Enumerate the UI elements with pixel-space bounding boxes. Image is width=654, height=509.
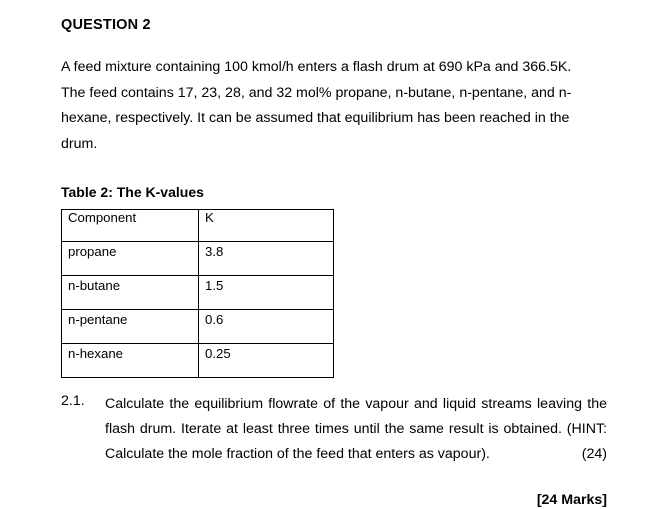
table-header-row bbox=[62, 210, 334, 242]
table-row bbox=[62, 276, 334, 310]
table-row bbox=[62, 310, 334, 344]
table-row bbox=[62, 344, 334, 378]
k-value-cell: 0.25 bbox=[199, 344, 334, 378]
subquestion-last-line bbox=[105, 443, 607, 468]
component-cell: n-butane bbox=[62, 276, 199, 310]
question-intro bbox=[61, 56, 601, 158]
subquestion-line: flash drum. Iterate at least three times until the same result is obtained. (HINT: bbox=[105, 421, 607, 437]
component-cell: propane bbox=[62, 242, 199, 276]
k-values-table bbox=[61, 209, 334, 378]
subquestion-marks: (24) bbox=[581, 446, 607, 462]
header-k: K bbox=[199, 210, 334, 242]
intro-line: A feed mixture containing 100 kmol/h enters a flash drum at 690 kPa and 366.5K. bbox=[61, 59, 572, 75]
k-value-cell: 1.5 bbox=[199, 276, 334, 310]
subquestion-line: Calculate the mole fraction of the feed that enters as vapour). bbox=[105, 446, 490, 462]
intro-line: drum. bbox=[61, 135, 98, 152]
table-caption: Table 2: The K-values bbox=[61, 184, 204, 200]
intro-line: hexane, respectively. It can be assumed that equilibrium has been reached in the bbox=[61, 110, 570, 126]
component-cell: n-pentane bbox=[62, 310, 199, 344]
component-cell: n-hexane bbox=[62, 344, 199, 378]
header-component: Component bbox=[62, 210, 199, 242]
subquestion-line: Calculate the equilibrium flowrate of the vapour and liquid streams leaving the bbox=[105, 396, 607, 412]
subquestion-number: 2.1. bbox=[61, 393, 85, 409]
total-marks: [24 Marks] bbox=[536, 492, 607, 508]
table-row bbox=[62, 242, 334, 276]
question-heading: QUESTION 2 bbox=[61, 17, 151, 33]
k-value-cell: 3.8 bbox=[199, 242, 334, 276]
subquestion-text bbox=[105, 393, 607, 468]
intro-line: The feed contains 17, 23, 28, and 32 mol% propane, n-butane, n-pentane, and n- bbox=[61, 84, 572, 101]
k-value-cell: 0.6 bbox=[199, 310, 334, 344]
